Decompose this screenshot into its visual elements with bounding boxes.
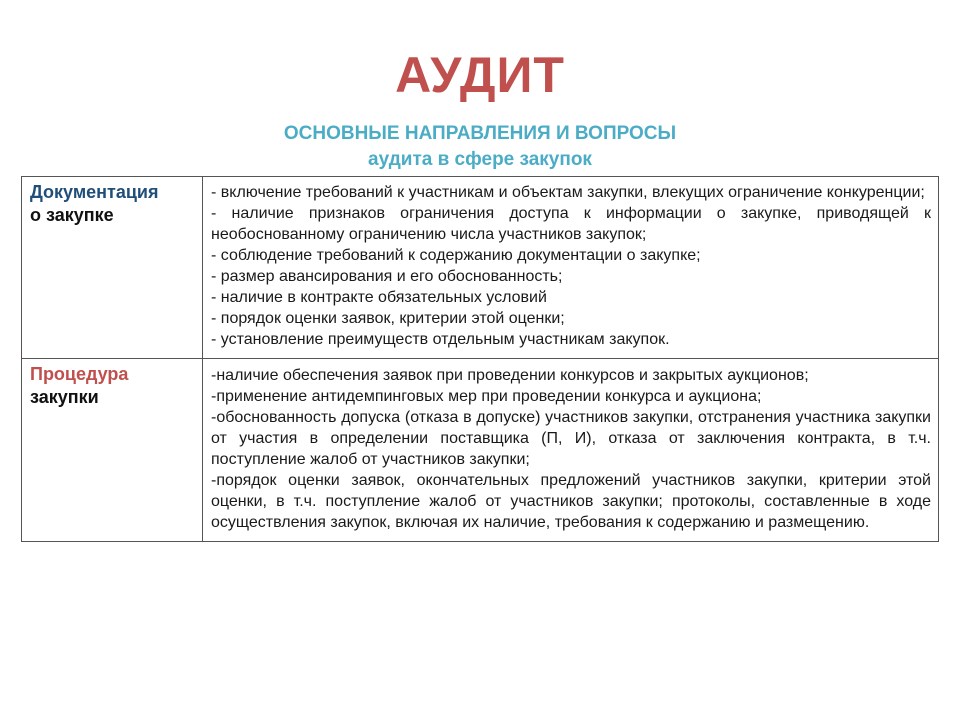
slide-subtitle-main: ОСНОВНЫЕ НАПРАВЛЕНИЯ И ВОПРОСЫ [283, 123, 677, 144]
row-heading-cell [22, 177, 203, 359]
row-items-cell [203, 177, 939, 359]
row-heading-sub: о закупке [30, 205, 114, 225]
audit-table [21, 176, 939, 542]
list-item: - соблюдение требований к содержанию документации о закупке; [211, 247, 701, 264]
row-heading-cell [22, 359, 203, 542]
list-item: - размер авансирования и его обоснованность; [211, 268, 563, 285]
row-items-cell [203, 359, 939, 542]
items-list [211, 182, 931, 350]
list-item: -применение антидемпинговых мер при проведении конкурса и аукциона; [211, 388, 762, 405]
row-heading-sub: закупки [30, 387, 99, 407]
table-row-procedure [22, 359, 939, 542]
list-item: - порядок оценки заявок, критерии этой оценки; [211, 310, 565, 327]
slide-subtitle-sub: аудита в сфере закупок [368, 149, 592, 170]
list-item: - наличие признаков ограничения доступа к информации о закупке, приводящей к необоснованному ограничению числа участников закупок; [211, 205, 931, 243]
row-heading-main: Документация [30, 182, 159, 202]
list-item: - наличие в контракте обязательных условий [211, 289, 547, 306]
slide-title: АУДИТ [395, 47, 565, 103]
items-list [211, 365, 931, 533]
list-item: -обоснованность допуска (отказа в допуске) участников закупки, отстранения участника закупки от участия в определении поставщика (П, И), отказа от заключения контракта, в т.ч. поступление жалоб от участников закупки; [211, 409, 931, 468]
list-item: -наличие обеспечения заявок при проведении конкурсов и закрытых аукционов; [211, 367, 809, 384]
list-item: - установление преимуществ отдельным участникам закупок. [211, 331, 670, 348]
list-item: - включение требований к участникам и объектам закупки, влекущих ограничение конкуренции; [211, 184, 925, 201]
row-heading-main: Процедура [30, 364, 129, 384]
table-row-documentation [22, 177, 939, 359]
list-item: -порядок оценки заявок, окончательных предложений участников закупки, критерии этой оценки, в т.ч. поступление жалоб от участников закупки; протоколы, составленные в ходе осуществления закупок, включая их наличие, требования к содержанию и размещению. [211, 472, 931, 531]
